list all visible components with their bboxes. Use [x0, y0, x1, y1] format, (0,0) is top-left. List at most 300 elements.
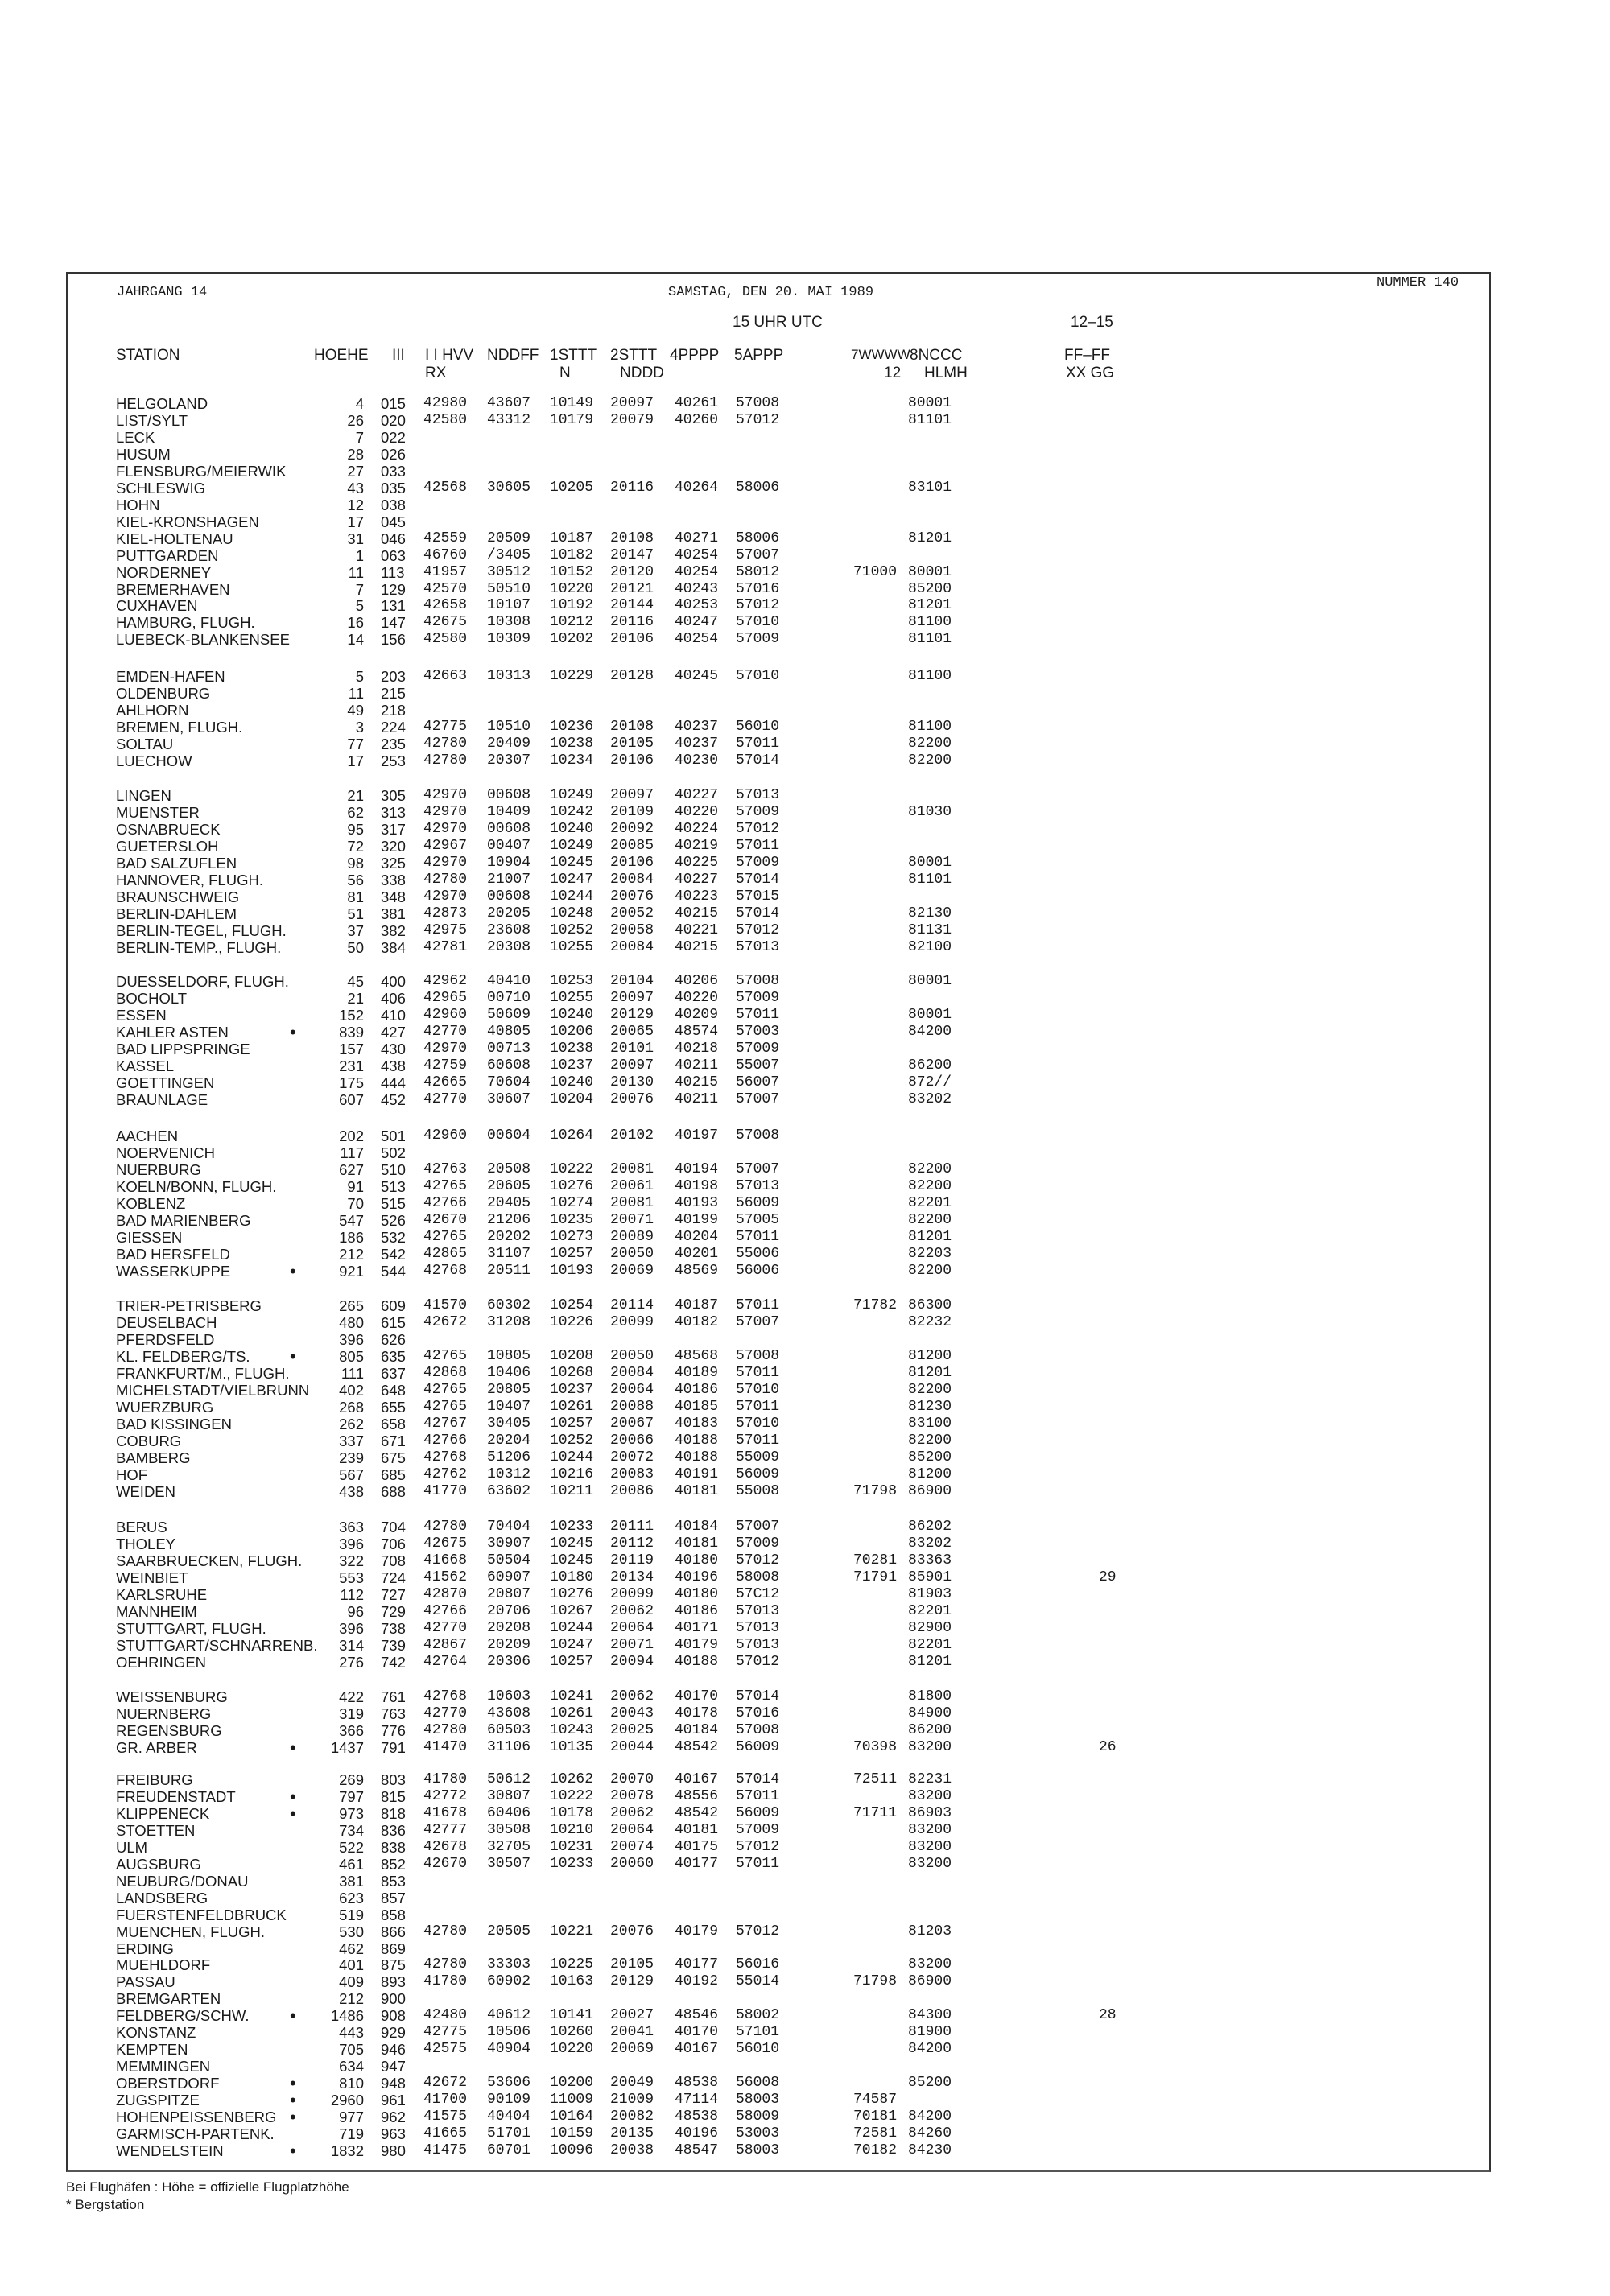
station-name: NOERVENICH [116, 1144, 216, 1161]
synop-group: 20508 [487, 1160, 531, 1177]
synop-group: 10226 [550, 1314, 594, 1330]
synop-group: 40904 [487, 2041, 531, 2058]
synop-group: 42970 [423, 787, 468, 803]
station-name: BRAUNSCHWEIG [116, 888, 240, 905]
synop-group: 10506 [487, 2024, 531, 2041]
station-name: ESSEN [116, 1006, 167, 1024]
station-name: REGENSBURG [116, 1721, 222, 1739]
station-height: 51 [347, 905, 364, 922]
col-d1-sub: RX [425, 365, 447, 381]
synop-group: 50609 [487, 1006, 531, 1023]
cloud-group: 83100 [908, 1415, 952, 1432]
cloud-group: 82900 [908, 1619, 952, 1636]
table-row [0, 1805, 1610, 1822]
cloud-group: 80001 [908, 854, 952, 871]
synop-group: 41780 [423, 1973, 468, 1990]
station-id: 452 [381, 1090, 406, 1108]
synop-group: 40180 [675, 1585, 719, 1602]
station-height: 72 [347, 837, 364, 855]
synop-group: 57013 [736, 1619, 780, 1636]
synop-group: 10276 [550, 1177, 594, 1194]
cloud-group: 83363 [908, 1552, 952, 1568]
station-height: 28 [347, 445, 364, 463]
cloud-group: 81800 [908, 1688, 952, 1704]
station-height: 14 [347, 631, 364, 649]
synop-group: 10257 [550, 1415, 594, 1432]
synop-group: 31107 [487, 1245, 531, 1262]
table-row [0, 581, 1610, 598]
synop-group: 10407 [487, 1398, 531, 1415]
synop-group: 00713 [487, 1040, 531, 1057]
synop-group: 40220 [675, 804, 719, 820]
synop-group: 57009 [736, 804, 780, 820]
synop-group: 57005 [736, 1211, 780, 1228]
table-row [0, 1788, 1610, 1805]
station-id: 763 [381, 1704, 406, 1722]
station-name: AHLHORN [116, 701, 189, 719]
station-height: 396 [339, 1330, 364, 1348]
synop-group: 20076 [610, 888, 654, 905]
table-row [0, 821, 1610, 838]
table-row [0, 1771, 1610, 1788]
synop-group: 30507 [487, 1855, 531, 1872]
station-id: 015 [381, 395, 406, 412]
synop-group: 00608 [487, 787, 531, 803]
station-id: 510 [381, 1160, 406, 1178]
station-id: 963 [381, 2125, 406, 2142]
cloud-group: 81131 [908, 921, 952, 938]
table-row [0, 2142, 1610, 2159]
range-header: 12–15 [1071, 314, 1113, 331]
station-height: 623 [339, 1889, 364, 1906]
table-row [0, 668, 1610, 685]
synop-group: 55008 [736, 1482, 780, 1499]
synop-group: 20084 [610, 938, 654, 955]
synop-group: 57003 [736, 1023, 780, 1040]
synop-group: 42580 [423, 411, 468, 428]
synop-group: 10240 [550, 1006, 594, 1023]
table-row [0, 1007, 1610, 1024]
synop-group: 10904 [487, 854, 531, 871]
station-name: AUGSBURG [116, 1855, 201, 1873]
synop-group: 10205 [550, 479, 594, 496]
cloud-group: 86202 [908, 1519, 952, 1535]
synop-group: 10255 [550, 990, 594, 1006]
synop-group: 40204 [675, 1228, 719, 1245]
station-name: SAARBRUECKEN, FLUGH. [116, 1552, 303, 1569]
table-row [0, 719, 1610, 736]
synop-group: 21007 [487, 871, 531, 888]
weather-group: 70181 [853, 2108, 898, 2125]
cloud-group: 82200 [908, 1262, 952, 1279]
station-name: ERDING [116, 1939, 174, 1957]
synop-group: 42777 [423, 1821, 468, 1838]
synop-group: 56010 [736, 718, 780, 735]
station-id: 946 [381, 2041, 406, 2059]
synop-group: 10152 [550, 563, 594, 580]
station-height: 337 [339, 1432, 364, 1449]
synop-group: 10225 [550, 1956, 594, 1973]
station-id: 235 [381, 735, 406, 752]
station-name: HUSUM [116, 445, 171, 463]
station-height: 1 [355, 546, 364, 564]
synop-group: 40179 [675, 1636, 719, 1653]
station-id: 026 [381, 445, 406, 463]
table-row [0, 685, 1610, 702]
synop-group: 57016 [736, 1704, 780, 1721]
col-d6: 5APPP [734, 347, 784, 364]
station-id: 706 [381, 1535, 406, 1552]
synop-group: 21206 [487, 1211, 531, 1228]
synop-group: 42867 [423, 1636, 468, 1653]
cloud-group: 85200 [908, 1449, 952, 1465]
cloud-group: 86903 [908, 1804, 952, 1821]
station-height: 70 [347, 1194, 364, 1212]
station-id: 544 [381, 1262, 406, 1280]
synop-group: 10264 [550, 1127, 594, 1144]
station-height: 7 [355, 580, 364, 598]
synop-group: 20043 [610, 1704, 654, 1721]
synop-group: 20106 [610, 631, 654, 648]
table-row [0, 888, 1610, 905]
synop-group: 42675 [423, 614, 468, 631]
synop-group: 10253 [550, 973, 594, 989]
synop-group: 20706 [487, 1602, 531, 1619]
synop-group: 40181 [675, 1821, 719, 1838]
synop-group: 60503 [487, 1721, 531, 1738]
station-id: 853 [381, 1872, 406, 1890]
station-id: 836 [381, 1821, 406, 1839]
station-id: 035 [381, 479, 406, 497]
synop-group: 20144 [610, 597, 654, 614]
synop-group: 40243 [675, 580, 719, 597]
synop-group: 41562 [423, 1568, 468, 1585]
table-row [0, 530, 1610, 547]
synop-group: 42873 [423, 905, 468, 921]
cloud-group: 86900 [908, 1482, 952, 1499]
synop-group: 57011 [736, 1787, 780, 1804]
weather-group: 70398 [853, 1738, 898, 1755]
cloud-group: 81100 [908, 668, 952, 684]
station-height: 45 [347, 973, 364, 990]
synop-group: 10261 [550, 1704, 594, 1721]
synop-group: 10149 [550, 395, 594, 411]
synop-group: 20050 [610, 1245, 654, 1262]
station-id: 317 [381, 820, 406, 838]
synop-group: 42980 [423, 395, 468, 411]
mountain-station-marker: • [290, 2073, 296, 2094]
synop-group: 57011 [736, 735, 780, 752]
weather-group: 70182 [853, 2141, 898, 2158]
synop-group: 58006 [736, 530, 780, 546]
synop-group: 20134 [610, 1568, 654, 1585]
synop-group: 42780 [423, 735, 468, 752]
station-id: 438 [381, 1057, 406, 1074]
synop-group: 20065 [610, 1023, 654, 1040]
station-name: BAD LIPPSPRINGE [116, 1040, 250, 1057]
table-row [0, 1688, 1610, 1705]
synop-group: 20074 [610, 1838, 654, 1855]
station-id: 501 [381, 1127, 406, 1144]
mountain-station-marker: • [290, 1021, 296, 1042]
cloud-group: 84200 [908, 2108, 952, 2125]
cloud-group: 86200 [908, 1721, 952, 1738]
station-id: 147 [381, 614, 406, 632]
synop-group: 40254 [675, 563, 719, 580]
table-row [0, 855, 1610, 872]
synop-group: 56007 [736, 1074, 780, 1090]
mountain-station-marker: • [290, 2005, 296, 2026]
synop-group: 90109 [487, 2092, 531, 2108]
table-row [0, 1041, 1610, 1057]
station-height: 62 [347, 804, 364, 821]
synop-group: 10180 [550, 1568, 594, 1585]
station-name: BAMBERG [116, 1449, 191, 1466]
synop-group: 57010 [736, 668, 780, 684]
table-row [0, 1552, 1610, 1569]
station-id: 803 [381, 1771, 406, 1788]
synop-group: 58002 [736, 2007, 780, 2024]
synop-group: 40188 [675, 1653, 719, 1670]
synop-group: 57013 [736, 1636, 780, 1653]
cloud-group: 83200 [908, 1738, 952, 1755]
synop-group: 20099 [610, 1314, 654, 1330]
synop-group: 40211 [675, 1090, 719, 1107]
table-row [0, 939, 1610, 956]
cloud-group: 83202 [908, 1535, 952, 1552]
station-height: 268 [339, 1398, 364, 1416]
synop-group: 40185 [675, 1398, 719, 1415]
station-height: 734 [339, 1821, 364, 1839]
synop-group: 20097 [610, 990, 654, 1006]
synop-group: 10245 [550, 1552, 594, 1568]
cloud-group: 81201 [908, 1653, 952, 1670]
synop-group: 42967 [423, 837, 468, 854]
synop-group: 42765 [423, 1398, 468, 1415]
station-id: 948 [381, 2075, 406, 2092]
synop-group: 20805 [487, 1381, 531, 1398]
table-row [0, 1586, 1610, 1603]
synop-group: 20044 [610, 1738, 654, 1755]
station-id: 156 [381, 631, 406, 649]
synop-group: 57009 [736, 990, 780, 1006]
synop-group: 40201 [675, 1245, 719, 1262]
synop-group: 57012 [736, 921, 780, 938]
table-row [0, 2090, 1610, 2111]
station-name: EMDEN-HAFEN [116, 668, 225, 685]
synop-group: 20505 [487, 1923, 531, 1939]
station-height: 977 [339, 2108, 364, 2125]
synop-group: 57009 [736, 854, 780, 871]
synop-group: 42960 [423, 1006, 468, 1023]
cloud-group: 82130 [908, 905, 952, 921]
synop-group: 20307 [487, 752, 531, 769]
synop-group: 56009 [736, 1194, 780, 1211]
table-row [0, 804, 1610, 821]
station-name: BAD HERSFELD [116, 1245, 230, 1263]
col-n-sub: HLMH [924, 365, 968, 381]
synop-group: 10240 [550, 1074, 594, 1090]
station-height: 363 [339, 1519, 364, 1535]
station-name: OSNABRUECK [116, 820, 221, 838]
synop-group: 20405 [487, 1194, 531, 1211]
synop-group: 40175 [675, 1838, 719, 1855]
station-id: 305 [381, 787, 406, 804]
station-id: 724 [381, 1568, 406, 1586]
synop-group: 20071 [610, 1636, 654, 1653]
station-name: MEMMINGEN [116, 2058, 211, 2075]
station-id: 046 [381, 530, 406, 547]
synop-group: 10267 [550, 1602, 594, 1619]
cloud-group: 82200 [908, 1160, 952, 1177]
station-name: NUERBURG [116, 1160, 201, 1178]
date-label: SAMSTAG, DEN 20. MAI 1989 [668, 285, 874, 300]
table-row [0, 446, 1610, 463]
synop-group: 57012 [736, 1552, 780, 1568]
table-row [0, 1057, 1610, 1074]
station-name: BREMGARTEN [116, 1990, 221, 2008]
synop-group: 20041 [610, 2024, 654, 2041]
station-name: FRANKFURT/M., FLUGH. [116, 1364, 290, 1382]
synop-group: 10163 [550, 1973, 594, 1990]
synop-group: 48542 [675, 1738, 719, 1755]
station-height: 409 [339, 1973, 364, 1991]
synop-group: 42765 [423, 1381, 468, 1398]
station-id: 020 [381, 411, 406, 429]
synop-group: 20064 [610, 1619, 654, 1636]
synop-group: 57009 [736, 1535, 780, 1552]
synop-group: 10249 [550, 787, 594, 803]
synop-group: 56010 [736, 2041, 780, 2058]
synop-group: 42663 [423, 668, 468, 684]
table-row [0, 1873, 1610, 1890]
table-row [0, 702, 1610, 719]
station-id: 338 [381, 871, 406, 888]
station-name: GARMISCH-PARTENK. [116, 2125, 275, 2142]
station-id: 838 [381, 1838, 406, 1856]
station-height: 422 [339, 1688, 364, 1705]
table-row [0, 1382, 1610, 1399]
synop-group: 41957 [423, 563, 468, 580]
synop-group: 00407 [487, 837, 531, 854]
station-name: STOETTEN [116, 1821, 196, 1839]
synop-group: 10202 [550, 631, 594, 648]
station-name: NUERNBERG [116, 1704, 212, 1722]
station-height: 4 [355, 395, 364, 412]
synop-group: 20076 [610, 1923, 654, 1939]
footnote-mountain: * Bergstation [66, 2197, 145, 2212]
synop-group: 20147 [610, 546, 654, 563]
synop-group: 20062 [610, 1688, 654, 1704]
gust-value: 28 [1099, 2007, 1117, 2024]
synop-group: 42960 [423, 1127, 468, 1144]
synop-group: 42970 [423, 1040, 468, 1057]
synop-group: 10210 [550, 1821, 594, 1838]
station-id: 430 [381, 1040, 406, 1057]
synop-group: 57016 [736, 580, 780, 597]
table-row [0, 1260, 1610, 1281]
synop-group: 20114 [610, 1297, 654, 1313]
table-row [0, 1127, 1610, 1144]
synop-group: 57012 [736, 411, 780, 428]
station-name: FLENSBURG/MEIERWIK [116, 462, 287, 480]
weather-group: 70281 [853, 1552, 898, 1568]
station-id: 947 [381, 2058, 406, 2075]
table-row [0, 1822, 1610, 1839]
station-name: GIESSEN [116, 1228, 183, 1246]
cloud-group: 84200 [908, 2041, 952, 2058]
synop-group: 40188 [675, 1449, 719, 1465]
synop-group: 40410 [487, 973, 531, 989]
station-name: FUERSTENFELDBRUCK [116, 1906, 287, 1923]
synop-group: 57007 [736, 546, 780, 563]
station-height: 1486 [330, 2007, 364, 2025]
synop-group: 41470 [423, 1738, 468, 1755]
synop-group: 40612 [487, 2007, 531, 2024]
station-height: 239 [339, 1449, 364, 1466]
synop-group: 20088 [610, 1398, 654, 1415]
synop-group: 10222 [550, 1787, 594, 1804]
synop-group: 20072 [610, 1449, 654, 1465]
synop-group: 40181 [675, 1482, 719, 1499]
synop-group: 20509 [487, 530, 531, 546]
synop-group: 31208 [487, 1314, 531, 1330]
col-f-sub: XX GG [1066, 365, 1115, 381]
synop-group: 20116 [610, 479, 654, 496]
synop-group: 20109 [610, 804, 654, 820]
station-height: 805 [339, 1347, 364, 1365]
station-height: 96 [347, 1602, 364, 1620]
table-row [0, 2075, 1610, 2092]
synop-group: 10252 [550, 1432, 594, 1449]
synop-group: 10204 [550, 1090, 594, 1107]
synop-group: 42672 [423, 1314, 468, 1330]
cloud-group: 81101 [908, 631, 952, 648]
synop-group: 42570 [423, 580, 468, 597]
station-id: 626 [381, 1330, 406, 1348]
synop-group: 42781 [423, 938, 468, 955]
table-row [0, 1923, 1610, 1940]
synop-group: 42780 [423, 1923, 468, 1939]
synop-group: 21009 [610, 2092, 654, 2108]
station-name: LIST/SYLT [116, 411, 188, 429]
synop-group: 20052 [610, 905, 654, 921]
station-height: 11 [348, 685, 364, 702]
synop-group: 10236 [550, 718, 594, 735]
station-id: 348 [381, 888, 406, 905]
station-name: KIEL-KRONSHAGEN [116, 513, 259, 530]
cloud-group: 83200 [908, 1821, 952, 1838]
table-row [0, 1654, 1610, 1671]
station-id: 858 [381, 1906, 406, 1923]
synop-group: 11009 [550, 2092, 594, 2108]
synop-group: 42780 [423, 1519, 468, 1535]
synop-group: 60302 [487, 1297, 531, 1313]
synop-group: 40224 [675, 820, 719, 837]
station-height: 401 [339, 1956, 364, 1974]
station-id: 893 [381, 1973, 406, 1991]
synop-group: 20097 [610, 1057, 654, 1074]
synop-group: 58003 [736, 2092, 780, 2108]
synop-group: 55009 [736, 1449, 780, 1465]
station-height: 1832 [330, 2141, 364, 2159]
synop-group: 57008 [736, 973, 780, 989]
synop-group: 10249 [550, 837, 594, 854]
station-name: LINGEN [116, 787, 171, 804]
synop-group: 42970 [423, 804, 468, 820]
volume-label: JAHRGANG 14 [117, 285, 208, 300]
station-name: SOLTAU [116, 735, 174, 752]
